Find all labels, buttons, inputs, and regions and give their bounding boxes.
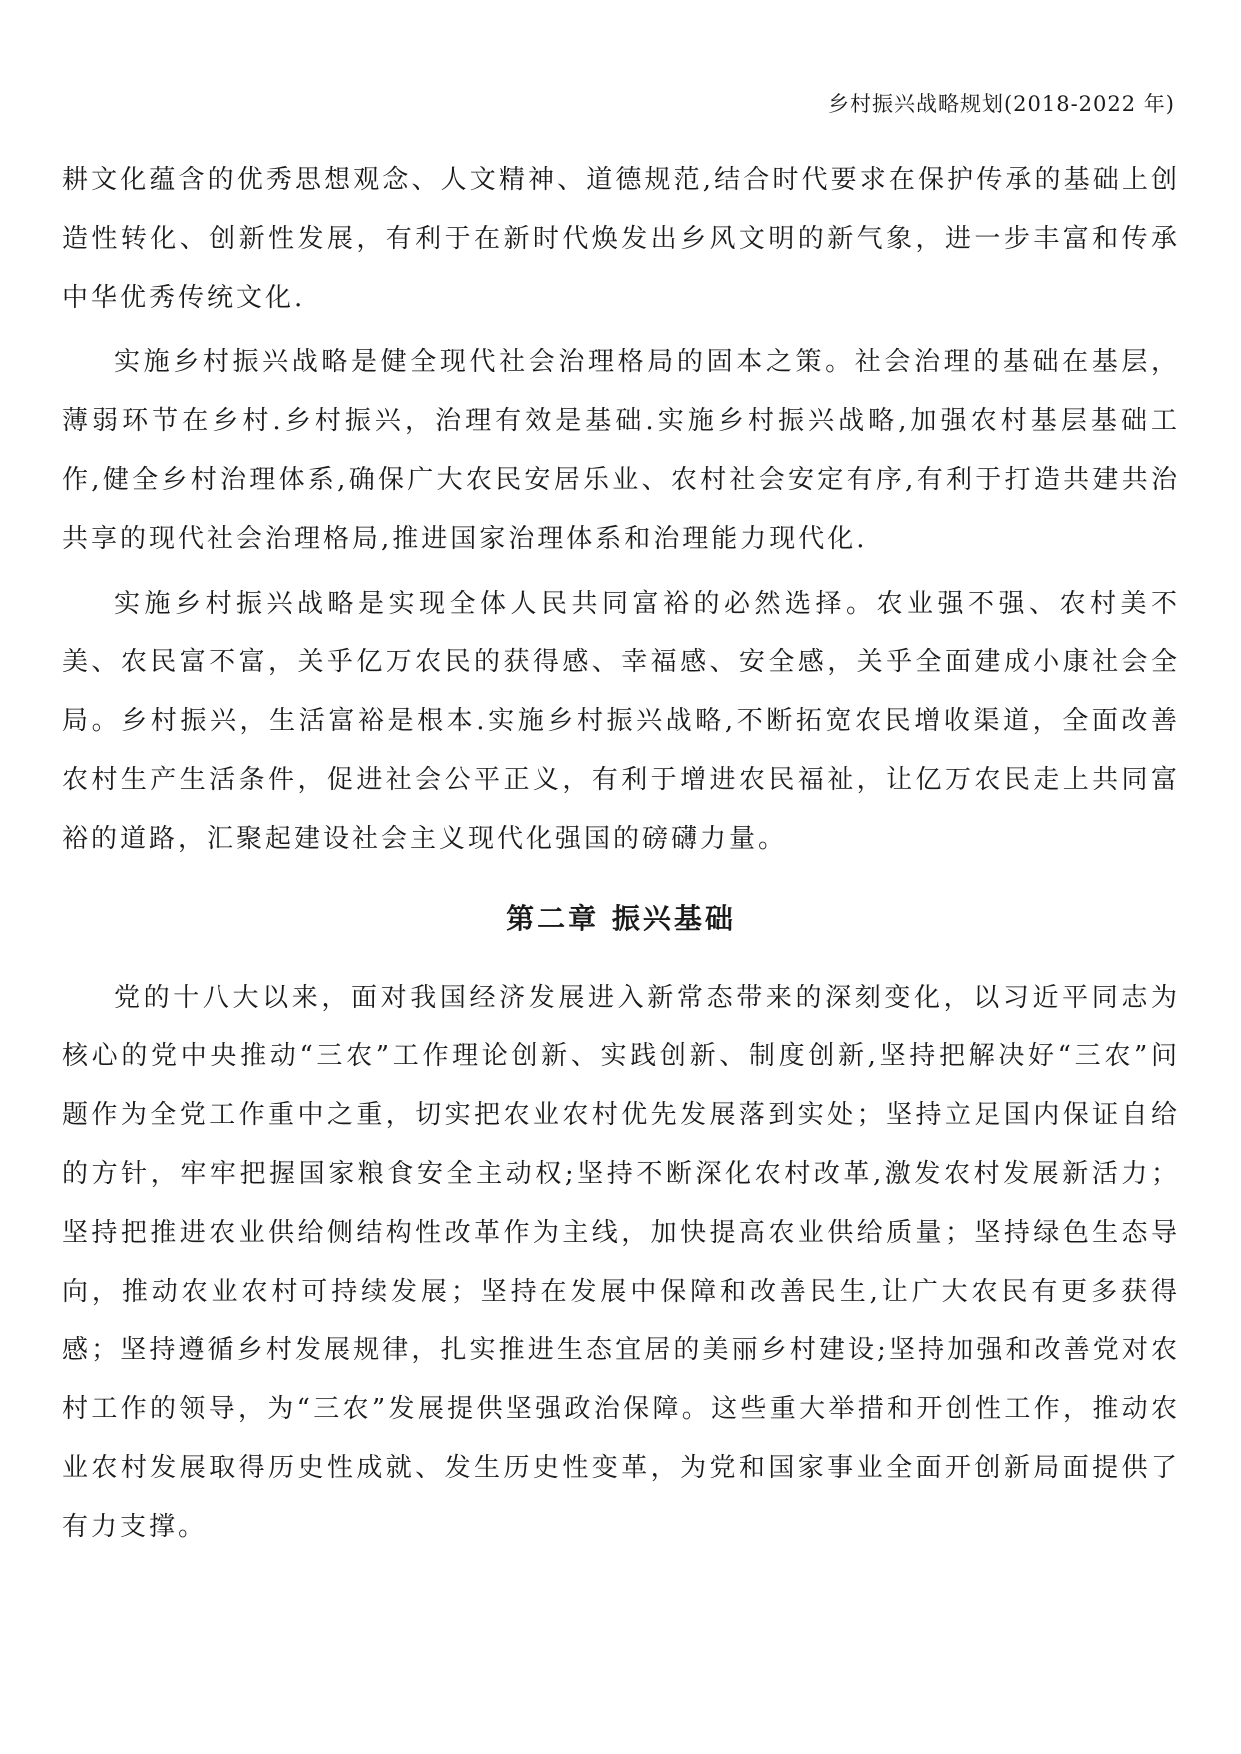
paragraph-continued: 耕文化蕴含的优秀思想观念、人文精神、道德规范,结合时代要求在保护传承的基础上创造性转化、创新性发展，有利于在新时代焕发出乡风文明的新气象，进一步丰富和传承中华优秀传统文化.	[62, 165, 1180, 313]
body-text	[62, 151, 1180, 1557]
paragraph-common-prosperity: 实施乡村振兴战略是实现全体人民共同富裕的必然选择。农业强不强、农村美不美、农民富不富，关乎亿万农民的获得感、幸福感、安全感，关乎全面建成小康社会全局。乡村振兴，生活富裕是根本.实施乡村振兴战略,不断拓宽农民增收渠道，全面改善农村生产生活条件，促进社会公平正义，有利于增进农民福祉，让亿万农民走上共同富裕的道路，汇聚起建设社会主义现代化强国的磅礴力量。	[62, 588, 1180, 854]
running-header: 乡村振兴战略规划(2018-2022 年)	[827, 92, 1175, 116]
chapter-title: 第二章 振兴基础	[506, 901, 736, 935]
paragraph-revitalization-foundation: 党的十八大以来，面对我国经济发展进入新常态带来的深刻变化，以习近平同志为核心的党中央推动“三农”工作理论创新、实践创新、制度创新,坚持把解决好“三农”问题作为全党工作重中之重，切实把农业农村优先发展落到实处；坚持立足国内保证自给的方针，牢牢把握国家粮食安全主动权;坚持不断深化农村改革,激发农村发展新活力；坚持把推进农业供给侧结构性改革作为主线，加快提高农业供给质量；坚持绿色生态导向，推动农业农村可持续发展；坚持在发展中保障和改善民生,让广大农民有更多获得感；坚持遵循乡村发展规律，扎实推进生态宜居的美丽乡村建设;坚持加强和改善党对农村工作的领导，为“三农”发展提供坚强政治保障。这些重大举措和开创性工作，推动农业农村发展取得历史性成就、发生历史性变革，为党和国家事业全面开创新局面提供了有力支撑。	[62, 982, 1180, 1542]
paragraph-governance: 实施乡村振兴战略是健全现代社会治理格局的固本之策。社会治理的基础在基层，薄弱环节在乡村.乡村振兴，治理有效是基础.实施乡村振兴战略,加强农村基层基础工作,健全乡村治理体系,确保广大农民安居乐业、农村社会安定有序,有利于打造共建共治共享的现代社会治理格局,推进国家治理体系和治理能力现代化.	[62, 347, 1180, 554]
